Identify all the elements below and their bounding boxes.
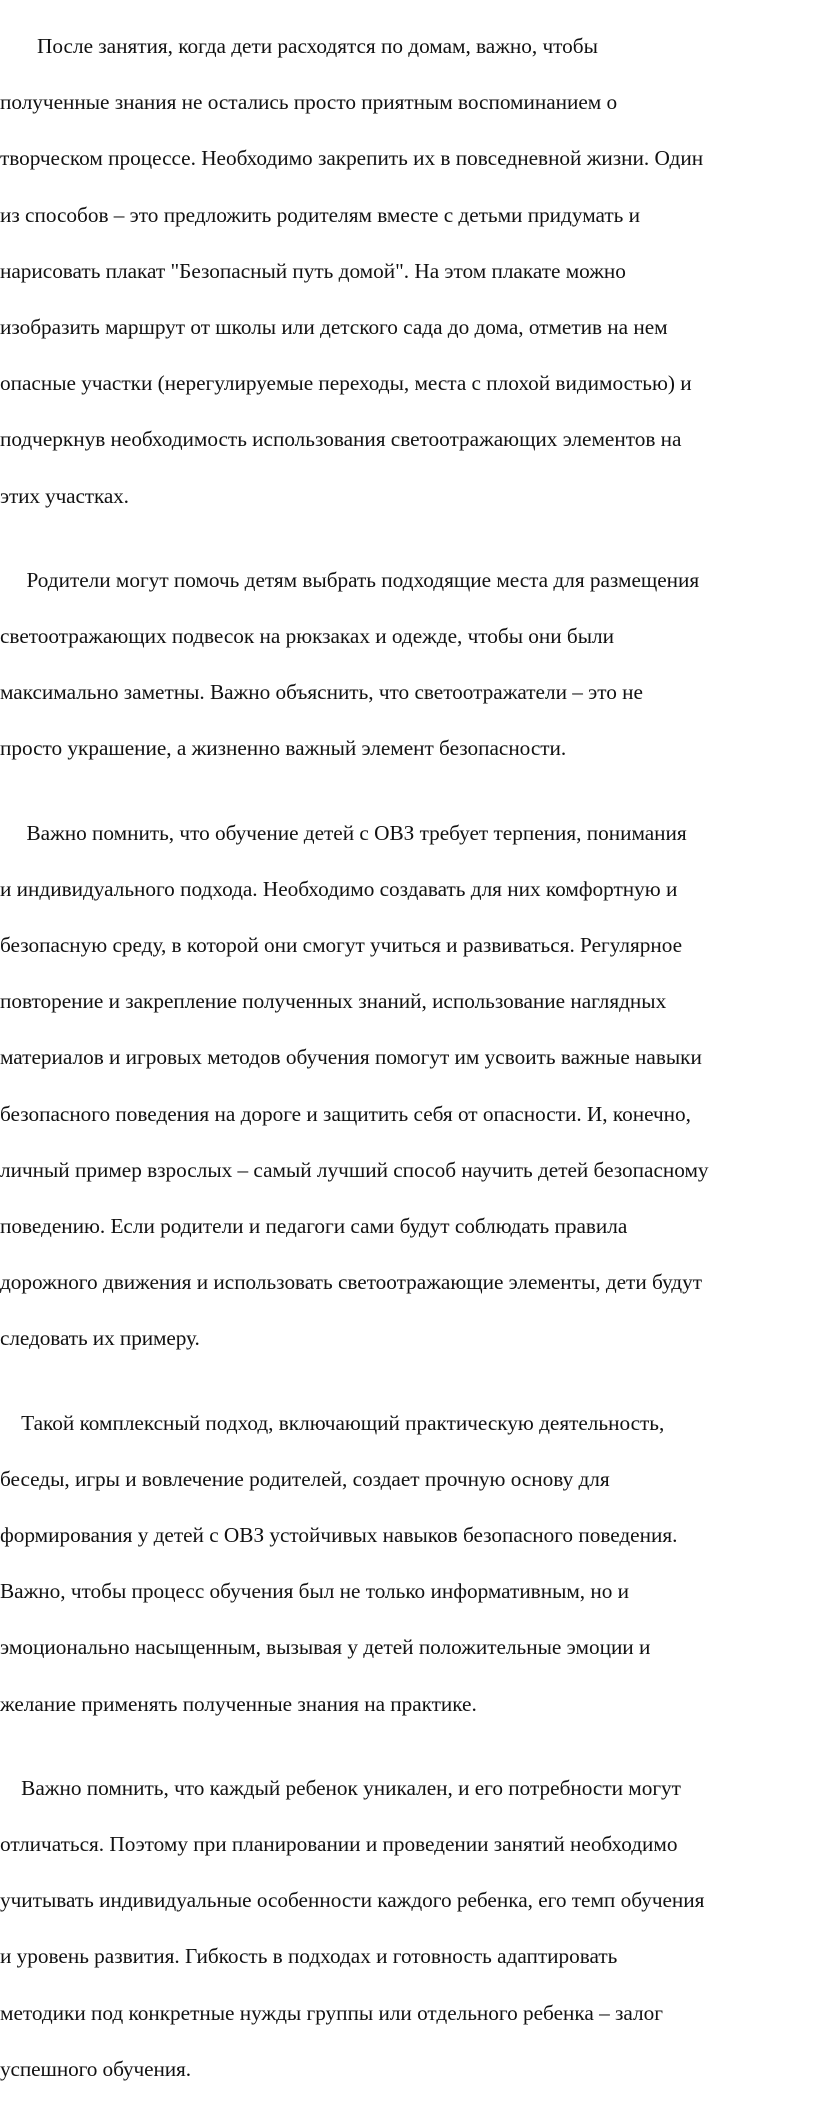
text-line: личный пример взрослых – самый лучший способ научить детей безопасному [0,1157,709,1182]
text-line: изобразить маршрут от школы или детского сада до дома, отметив на нем [0,315,668,340]
text-line: После занятия, когда дети расходятся по домам, важно, чтобы [0,34,598,59]
paragraph-2 [0,538,816,791]
text-line: учитывать индивидуальные особенности каждого ребенка, его темп обучения [0,1888,705,1913]
paragraph-1 [0,4,816,538]
text-line: безопасного поведения на дороге и защитить себя от опасности. И, конечно, [0,1101,691,1126]
paragraph-3 [0,791,816,1381]
text-line: этих участках. [0,483,129,508]
text-line: успешного обучения. [0,2056,191,2081]
paragraph-4 [0,1381,816,1746]
text-line: Такой комплексный подход, включающий практическую деятельность, [0,1410,665,1435]
text-line: дорожного движения и использовать светоотражающие элементы, дети будут [0,1270,702,1295]
text-line: безопасную среду, в которой они смогут учиться и развиваться. Регулярное [0,933,683,958]
text-line: Родители могут помочь детям выбрать подходящие места для размещения [0,567,700,592]
text-line: Важно помнить, что обучение детей с ОВЗ требует терпения, понимания [0,820,687,845]
text-line: максимально заметны. Важно объяснить, что светоотражатели – это не [0,680,643,705]
text-line: полученные знания не остались просто приятным воспоминанием о [0,90,618,115]
text-line: опасные участки (нерегулируемые переходы, места с плохой видимостью) и [0,371,692,396]
text-line: просто украшение, а жизненно важный элемент безопасности. [0,736,567,761]
text-line: следовать их примеру. [0,1326,200,1351]
text-line: Важно помнить, что каждый ребенок уникален, и его потребности могут [0,1775,681,1800]
text-line: материалов и игровых методов обучения помогут им усвоить важные навыки [0,1045,702,1070]
text-line: нарисовать плакат "Безопасный путь домой". На этом плакате можно [0,258,626,283]
text-line: беседы, игры и вовлечение родителей, создает прочную основу для [0,1466,610,1491]
text-line: повторение и закрепление полученных знаний, использование наглядных [0,989,667,1014]
text-line: поведению. Если родители и педагоги сами будут соблюдать правила [0,1214,628,1239]
text-line: Важно, чтобы процесс обучения был не только информативным, но и [0,1579,630,1604]
text-line: методики под конкретные нужды группы или отдельного ребенка – залог [0,2000,663,2025]
text-line: и уровень развития. Гибкость в подходах и готовность адаптировать [0,1944,618,1969]
text-line: желание применять полученные знания на практике. [0,1691,477,1716]
text-line: творческом процессе. Необходимо закрепить их в повседневной жизни. Один [0,146,704,171]
text-line: из способов – это предложить родителям вместе с детьми придумать и [0,202,640,227]
text-line: и индивидуального подхода. Необходимо создавать для них комфортную и [0,876,678,901]
paragraph-5 [0,1746,816,2111]
text-line: подчеркнув необходимость использования светоотражающих элементов на [0,427,682,452]
text-line: отличаться. Поэтому при планировании и проведении занятий необходимо [0,1832,678,1857]
text-line: формирования у детей с ОВЗ устойчивых навыков безопасного поведения. [0,1523,678,1548]
text-line: эмоционально насыщенным, вызывая у детей положительные эмоции и [0,1635,651,1660]
text-line: светоотражающих подвесок на рюкзаках и одежде, чтобы они были [0,624,614,649]
